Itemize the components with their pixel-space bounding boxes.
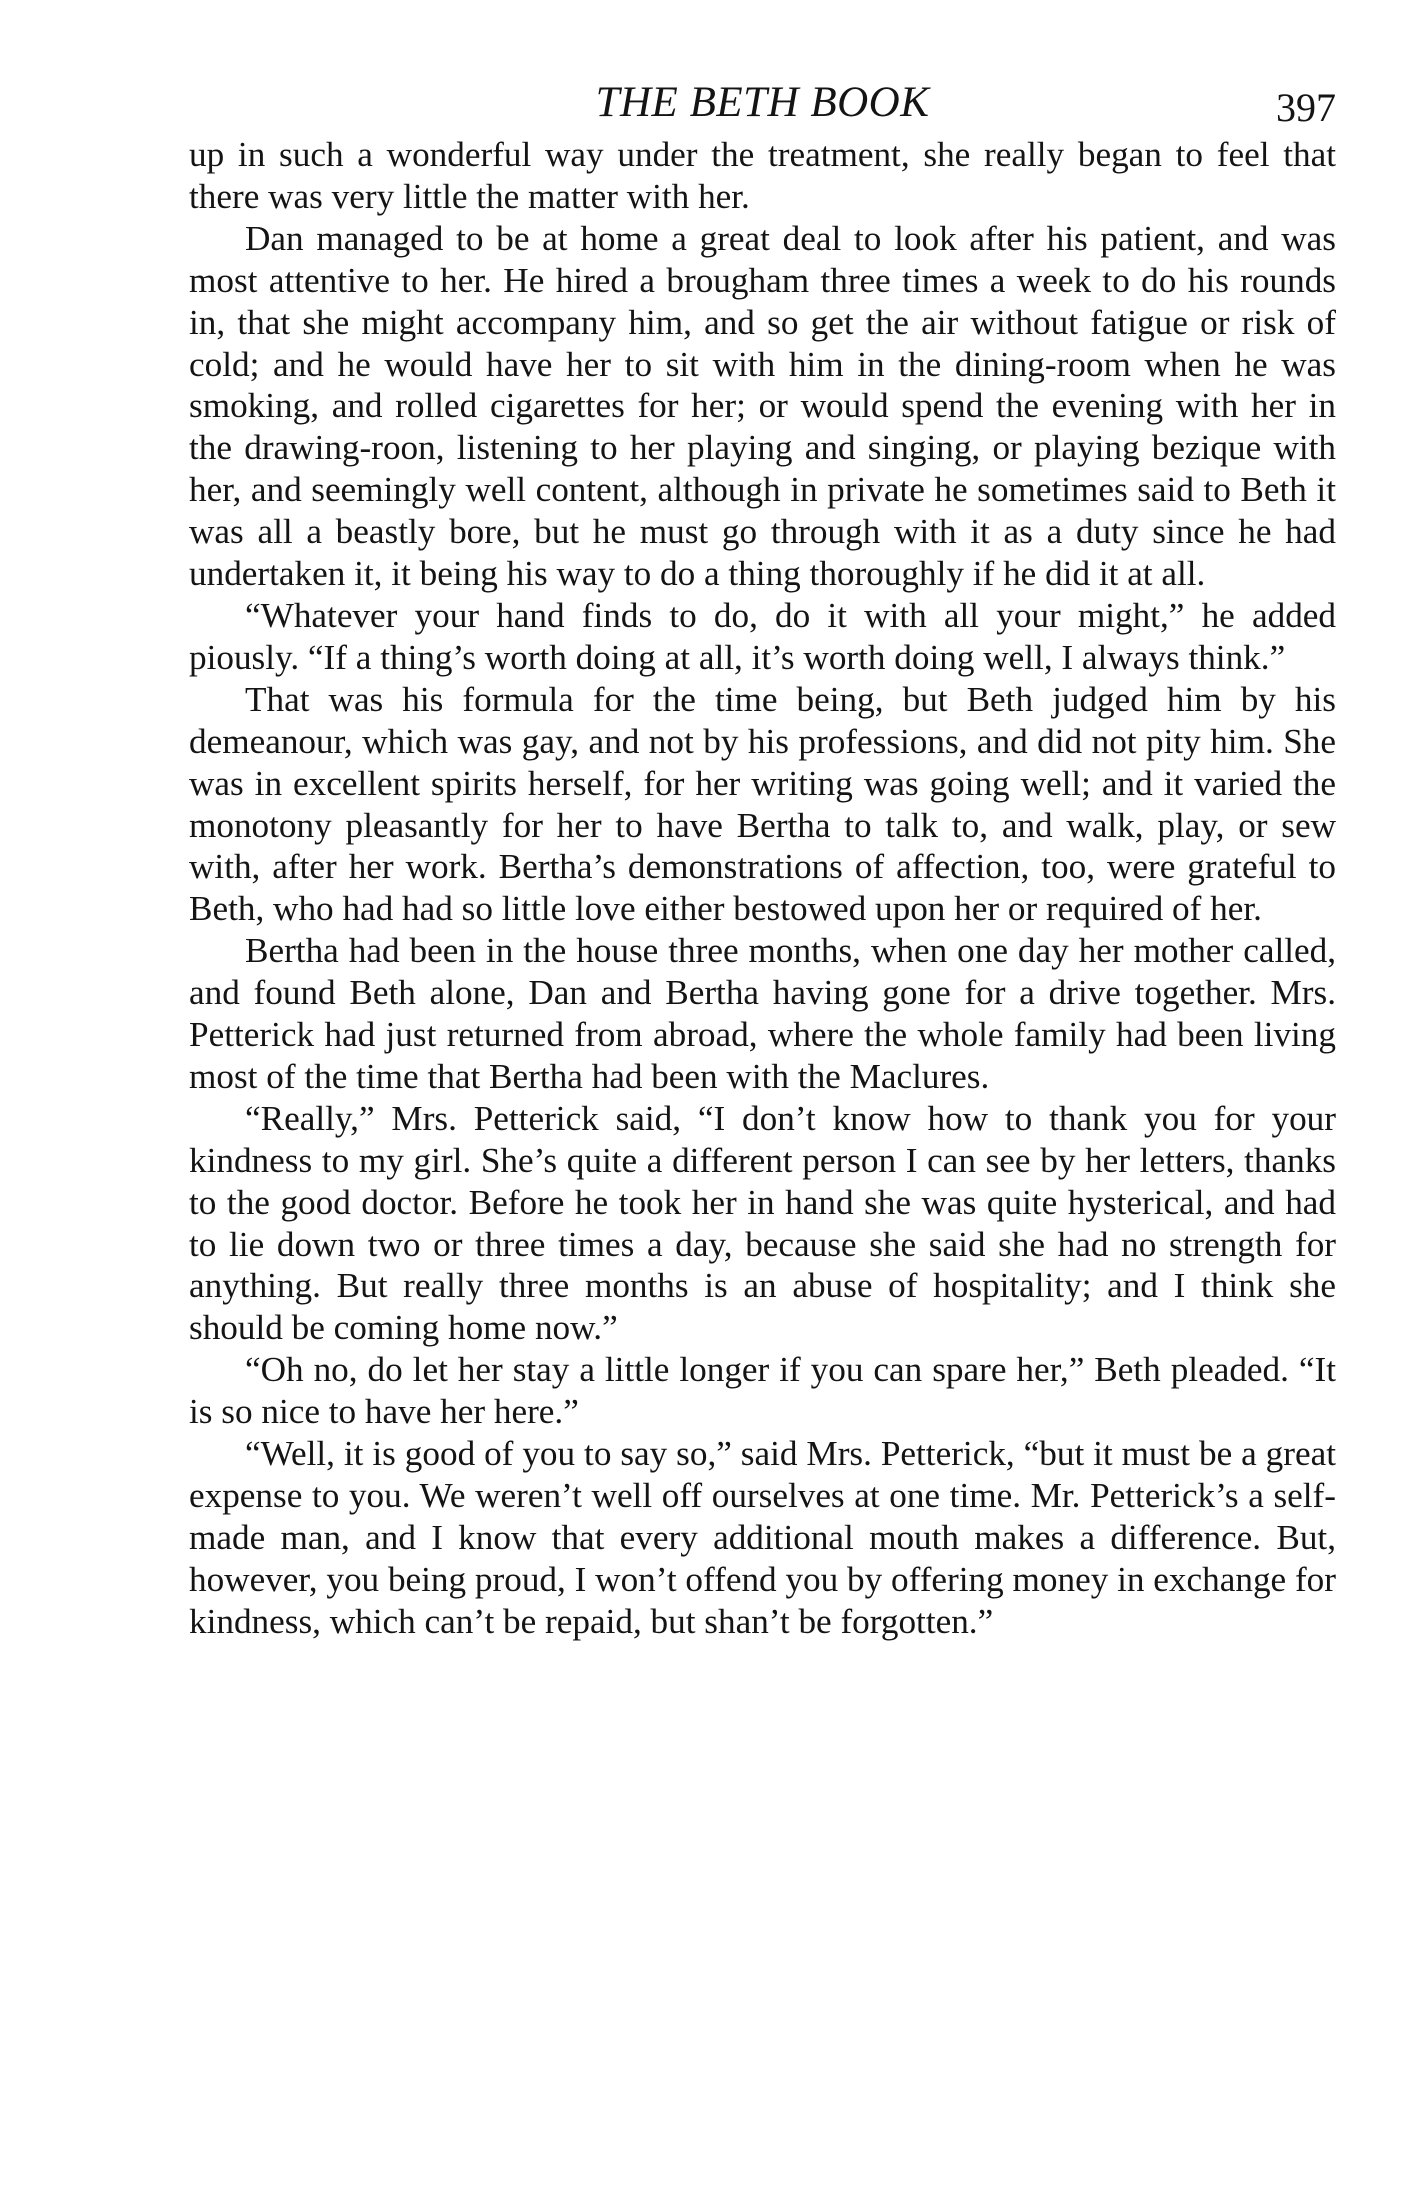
paragraph: “Well, it is good of you to say so,” said Mrs. Petterick, “but it must be a great expense to you. We weren’t well off ourselves at one time. Mr. Petterick’s a self-made man, and I know that every additional mouth makes a difference. But, however, you being proud, I won’t offend you by offering money in exchange for kindness, which can’t be repaid, but shan’t be forgotten.” [189,1434,1336,1641]
page-number: 397 [1276,85,1336,130]
page-header [189,72,1336,134]
paragraph: That was his formula for the time being, but Beth judged him by his demeanour, which was gay, and not by his professions, and did not pity him. She was in excellent spirits herself, for her writing was going well; and it varied the monotony pleasantly for her to have Bertha to talk to, and walk, play, or sew with, after her work. Bertha’s demonstrations of affection, too, were grateful to Beth, who had had so little love either bestowed upon her or required of her. [189,679,1336,929]
body-text [189,134,1336,1643]
paragraph: “Really,” Mrs. Petterick said, “I don’t know how to thank you for your kindness to my girl. She’s quite a different person I can see by her letters, thanks to the good doctor. Before he took her in hand she was quite hysterical, and had to lie down two or three times a day, because she said she had no strength for anything. But really three months is an abuse of hospitality; and I think she should be coming home now.” [189,1098,1336,1348]
paragraph: Bertha had been in the house three months, when one day her mother called, and found Beth alone, Dan and Bertha having gone for a drive together. Mrs. Petterick had just returned from abroad, where the whole family had been living most of the time that Bertha had been with the Maclures. [189,931,1336,1096]
book-page [189,72,1336,2152]
paragraph: “Oh no, do let her stay a little longer if you can spare her,” Beth pleaded. “It is so nice to have her here.” [189,1350,1336,1432]
paragraph-continued: up in such a wonderful way under the treatment, she really began to feel that there was very little the matter with her. [189,135,1336,216]
paragraph: Dan managed to be at home a great deal to look after his patient, and was most attentive to her. He hired a brougham three times a week to do his rounds in, that she might accompany him, and so get the air without fatigue or risk of cold; and he would have her to sit with him in the dining-room when he was smoking, and rolled cigarettes for her; or would spend the evening with her in the drawing-roon, listening to her playing and singing, or playing bezique with her, and seemingly well content, although in private he sometimes said to Beth it was all a beastly bore, but he must go through with it as a duty since he had undertaken it, it being his way to do a thing thoroughly if he did it at all. [189,218,1336,594]
paragraph: “Whatever your hand finds to do, do it with all your might,” he added piously. “If a thing’s worth doing at all, it’s worth doing well, I always think.” [189,595,1336,677]
running-title: THE BETH BOOK [595,79,930,126]
